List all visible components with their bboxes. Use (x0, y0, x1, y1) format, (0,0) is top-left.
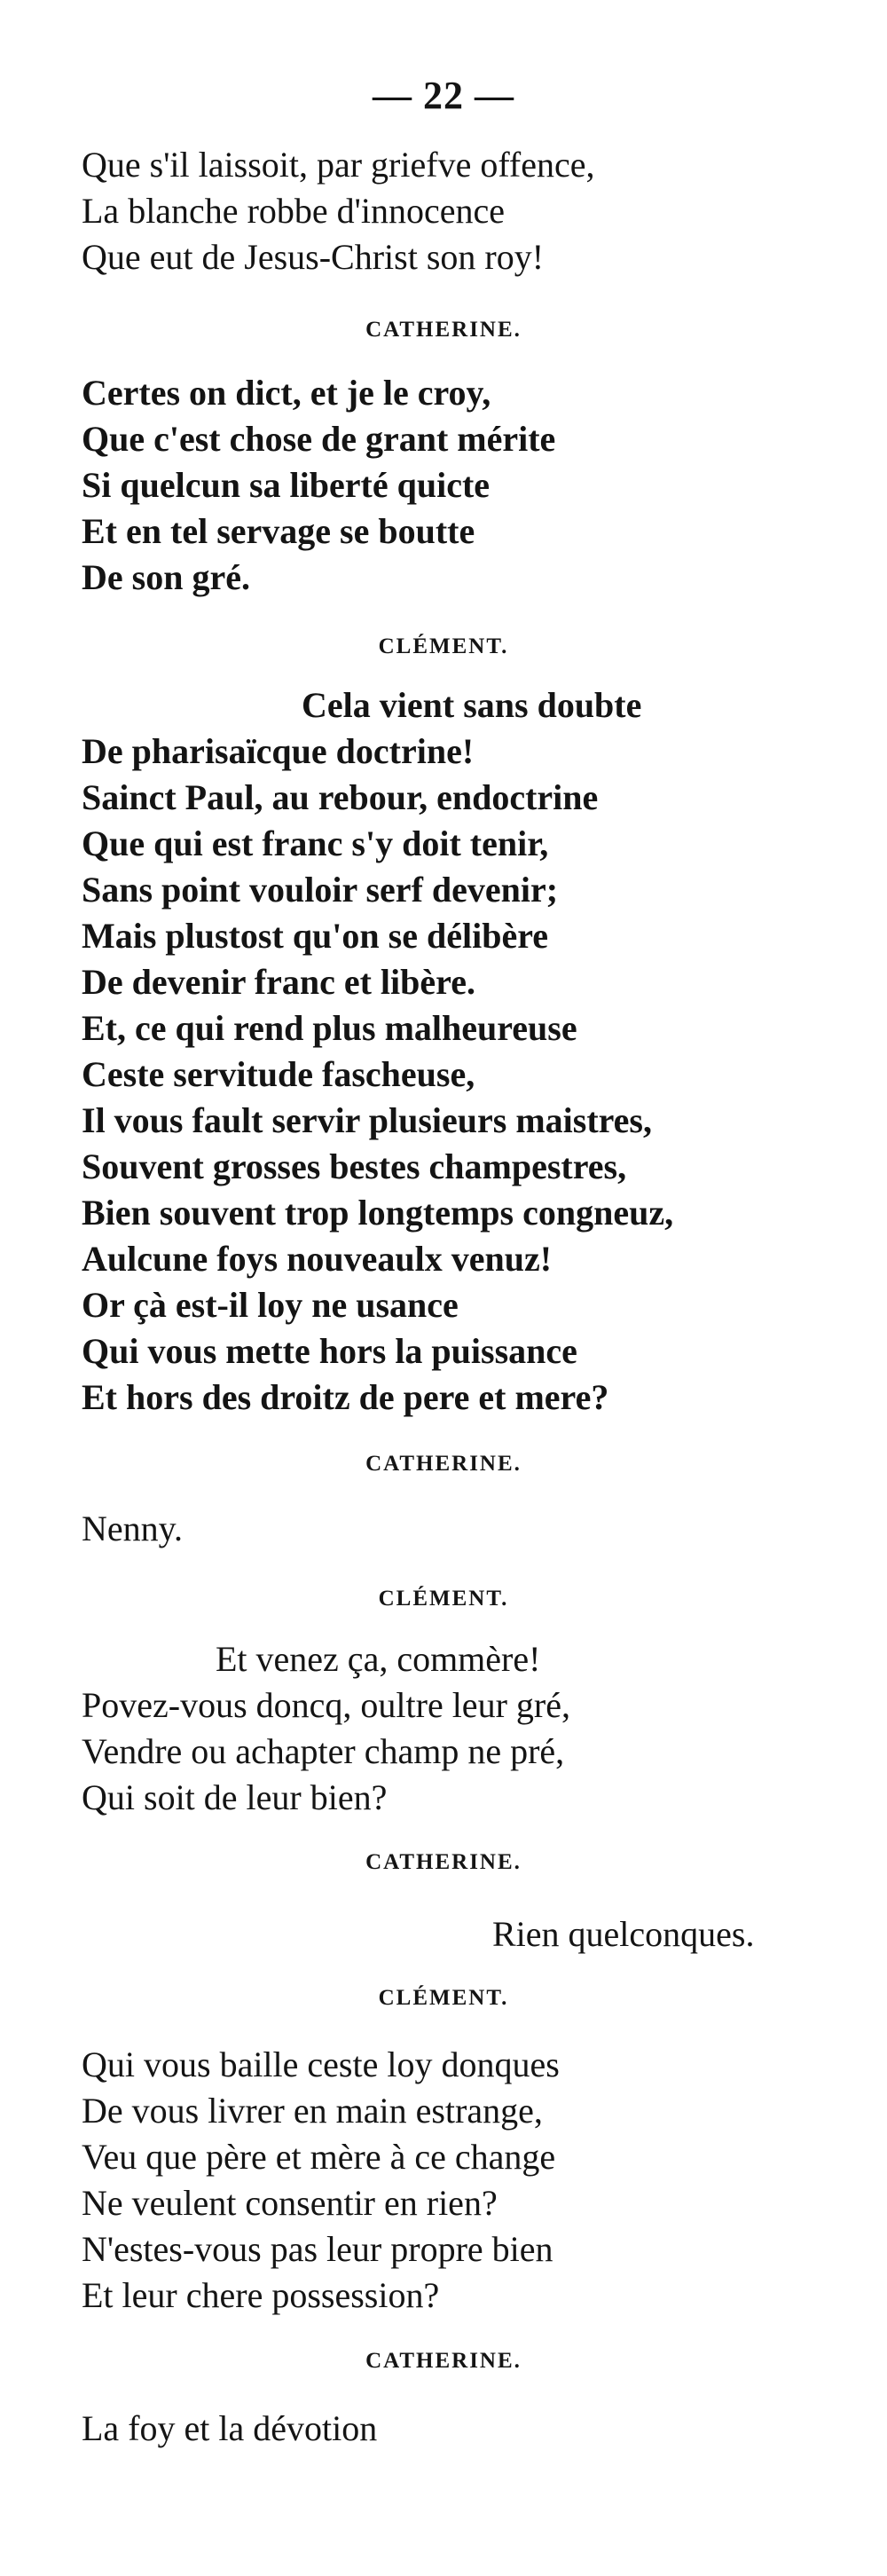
verse-line: De son gré. (82, 557, 250, 597)
verse-line: De pharisaïcque doctrine! (82, 731, 475, 771)
verse-line: Si quelcun sa liberté quicte (82, 465, 491, 505)
verse-line: Rien quelconques. (492, 1914, 755, 1954)
verse-line: Que s'il laissoit, par griefve offence, (82, 145, 595, 185)
verse-line: Qui soit de leur bien? (82, 1777, 388, 1817)
speaker-name: CATHERINE. (365, 318, 522, 342)
verse-line: Et, ce qui rend plus malheureuse (82, 1008, 577, 1048)
verse-line: Souvent grosses bestes champestres, (82, 1146, 627, 1186)
verse-line: Nenny. (82, 1509, 184, 1548)
verse-line: La foy et la dévotion (82, 2408, 378, 2448)
verse-line: Aulcune foys nouveaulx venuz! (82, 1239, 553, 1279)
verse-line: Et leur chere possession? (82, 2275, 440, 2315)
verse-line: Bien souvent trop longtemps congneuz, (82, 1193, 674, 1233)
verse-line: Or çà est-il loy ne usance (82, 1285, 459, 1325)
verse-line: Et venez ça, commère! (216, 1639, 541, 1679)
speaker-name: CLÉMENT. (378, 1986, 509, 2010)
speaker-name: CLÉMENT. (378, 1587, 509, 1611)
verse-line: Qui vous baille ceste loy donques (82, 2044, 560, 2084)
verse-line: N'estes-vous pas leur propre bien (82, 2229, 553, 2269)
verse-line: Que eut de Jesus-Christ son roy! (82, 237, 545, 277)
verse-line: De devenir franc et libère. (82, 962, 475, 1002)
speaker-name: CLÉMENT. (378, 634, 509, 658)
page-number: — 22 — (373, 74, 514, 117)
verse-line: Que qui est franc s'y doit tenir, (82, 823, 549, 863)
verse-line: Cela vient sans doubte (302, 685, 642, 725)
speaker-name: CATHERINE. (365, 1850, 522, 1874)
verse-line: Veu que père et mère à ce change (82, 2137, 556, 2177)
verse-line: Sainct Paul, au rebour, endoctrine (82, 777, 599, 817)
verse-line: Il vous fault servir plusieurs maistres, (82, 1100, 652, 1140)
verse-line: Mais plustost qu'on se délibère (82, 916, 548, 956)
verse-line: De vous livrer en main estrange, (82, 2091, 543, 2131)
verse-line: Et hors des droitz de pere et mere? (82, 1377, 609, 1417)
speaker-name: CATHERINE. (365, 1452, 522, 1476)
verse-line: Certes on dict, et je le croy, (82, 373, 491, 413)
verse-line: Vendre ou achapter champ ne pré, (82, 1731, 565, 1771)
verse-line: Et en tel servage se boutte (82, 511, 475, 551)
verse-line: La blanche robbe d'innocence (82, 191, 505, 231)
verse-line: Sans point vouloir serf devenir; (82, 870, 559, 910)
verse-line: Ne veulent consentir en rien? (82, 2183, 498, 2223)
verse-line: Que c'est chose de grant mérite (82, 419, 556, 459)
speaker-name: CATHERINE. (365, 2349, 522, 2373)
verse-line: Qui vous mette hors la puissance (82, 1331, 577, 1371)
verse-line: Povez-vous doncq, oultre leur gré, (82, 1685, 570, 1725)
verse-line: Ceste servitude fascheuse, (82, 1054, 475, 1094)
